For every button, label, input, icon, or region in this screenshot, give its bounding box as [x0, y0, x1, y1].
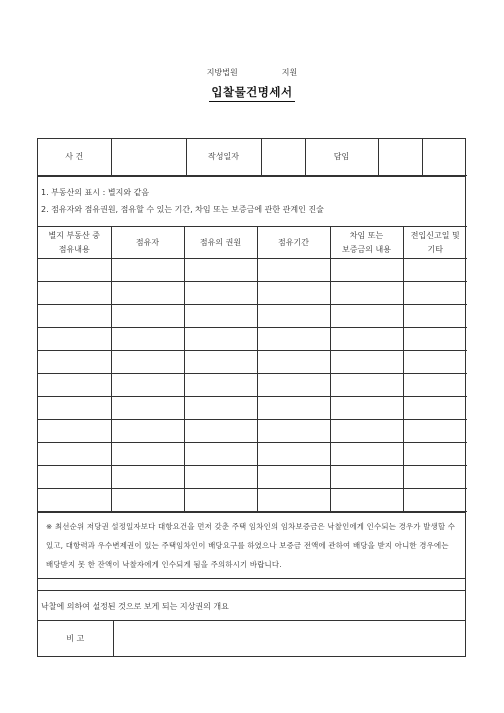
table-row [38, 351, 467, 374]
officer-cell-2[interactable] [422, 139, 467, 176]
table-cell[interactable] [111, 282, 184, 305]
remarks-table [38, 620, 465, 656]
property-items [38, 176, 465, 226]
case-label: 사 건 [38, 139, 111, 176]
written-date-label: 작성일자 [186, 139, 261, 176]
table-cell[interactable] [330, 397, 403, 420]
case-info-table [38, 139, 467, 176]
table-cell[interactable] [184, 489, 257, 512]
table-cell[interactable] [111, 351, 184, 374]
notice-text: ※ 최선순위 저당권 설정일자보다 대항요건을 먼저 갖춘 주택 임차인의 임차보증금은 낙찰인에게 인수되는 경우가 발생할 수 있고, 대항력과 우수변제권이 있는 주택임차인이 배당요구를 하였으나 보증금 전액에 관하여 배당을 받지 아니한 경우에는 배당받지 못 한 잔액이 낙찰자에게 인수되게 됨을 주의하시기 바랍니다. [38, 512, 465, 578]
table-cell[interactable] [403, 351, 467, 374]
remarks-cell[interactable] [113, 621, 465, 657]
surface-right-note: 낙찰에 의하여 설정된 것으로 보게 되는 지상권의 개요 [38, 590, 465, 620]
col-rent-deposit: 차임 또는 보증금의 내용 [330, 227, 403, 259]
occupancy-table [38, 226, 467, 512]
table-cell[interactable] [330, 282, 403, 305]
table-cell[interactable] [403, 328, 467, 351]
table-cell[interactable] [38, 374, 111, 397]
table-cell[interactable] [403, 397, 467, 420]
table-cell[interactable] [184, 443, 257, 466]
table-cell[interactable] [111, 328, 184, 351]
court-name-line [0, 67, 504, 78]
case-number-cell[interactable] [111, 139, 186, 176]
table-cell[interactable] [330, 351, 403, 374]
table-cell[interactable] [184, 351, 257, 374]
table-row [38, 466, 467, 489]
table-row [38, 443, 467, 466]
table-cell[interactable] [184, 282, 257, 305]
remarks-label: 비 고 [38, 621, 113, 657]
table-cell[interactable] [330, 443, 403, 466]
table-cell[interactable] [38, 351, 111, 374]
table-cell[interactable] [38, 489, 111, 512]
col-occupant: 점유자 [111, 227, 184, 259]
table-cell[interactable] [330, 259, 403, 282]
table-cell[interactable] [38, 397, 111, 420]
table-cell[interactable] [330, 328, 403, 351]
table-cell[interactable] [38, 259, 111, 282]
table-cell[interactable] [257, 282, 330, 305]
table-cell[interactable] [184, 305, 257, 328]
item-1: 1. 부동산의 표시 : 별지와 같음 [41, 188, 150, 197]
table-cell[interactable] [257, 420, 330, 443]
case-row [38, 139, 467, 176]
table-cell[interactable] [111, 374, 184, 397]
table-cell[interactable] [111, 489, 184, 512]
table-cell[interactable] [111, 443, 184, 466]
table-cell[interactable] [330, 489, 403, 512]
table-cell[interactable] [111, 259, 184, 282]
table-row [38, 328, 467, 351]
table-cell[interactable] [38, 305, 111, 328]
table-row [38, 397, 467, 420]
table-cell[interactable] [38, 282, 111, 305]
table-cell[interactable] [184, 397, 257, 420]
col-occupancy-period: 점유기간 [257, 227, 330, 259]
table-cell[interactable] [111, 466, 184, 489]
document-title-text: 입찰물건명세서 [209, 84, 294, 102]
remarks-row [38, 621, 465, 657]
table-cell[interactable] [403, 443, 467, 466]
table-cell[interactable] [257, 305, 330, 328]
table-row [38, 374, 467, 397]
table-cell[interactable] [38, 443, 111, 466]
table-cell[interactable] [184, 420, 257, 443]
officer-cell-1[interactable] [378, 139, 422, 176]
table-cell[interactable] [257, 466, 330, 489]
table-cell[interactable] [403, 489, 467, 512]
table-cell[interactable] [330, 420, 403, 443]
table-row [38, 259, 467, 282]
col-title-of-possession: 점유의 권원 [184, 227, 257, 259]
table-cell[interactable] [184, 259, 257, 282]
table-cell[interactable] [38, 420, 111, 443]
specification-form [37, 138, 466, 657]
table-cell[interactable] [111, 420, 184, 443]
table-row [38, 489, 467, 512]
col-move-in-date: 전입신고일 및 기타 [403, 227, 467, 259]
table-cell[interactable] [330, 305, 403, 328]
table-cell[interactable] [38, 466, 111, 489]
table-cell[interactable] [257, 351, 330, 374]
written-date-cell[interactable] [261, 139, 305, 176]
table-cell[interactable] [184, 374, 257, 397]
table-cell[interactable] [111, 305, 184, 328]
document-title [0, 84, 504, 102]
table-cell[interactable] [38, 328, 111, 351]
table-cell[interactable] [330, 466, 403, 489]
table-cell[interactable] [403, 282, 467, 305]
table-cell[interactable] [330, 374, 403, 397]
table-row [38, 420, 467, 443]
table-cell[interactable] [403, 466, 467, 489]
item-2: 2. 점유자와 점유권원, 점유할 수 있는 기간, 차임 또는 보증금에 관한 관계인 진술 [41, 205, 324, 214]
blank-row [38, 578, 465, 590]
table-cell[interactable] [257, 443, 330, 466]
table-cell[interactable] [257, 259, 330, 282]
table-cell[interactable] [184, 328, 257, 351]
col-occupancy-content: 별지 부동산 중 점유내용 [38, 227, 111, 259]
officer-label: 담임 [305, 139, 378, 176]
table-row [38, 282, 467, 305]
court-branch-label: 지원 [281, 68, 298, 77]
table-cell[interactable] [257, 489, 330, 512]
table-cell[interactable] [111, 397, 184, 420]
occupancy-header-row [38, 227, 467, 259]
table-cell[interactable] [403, 420, 467, 443]
table-row [38, 305, 467, 328]
table-cell[interactable] [257, 397, 330, 420]
table-cell[interactable] [403, 305, 467, 328]
table-cell[interactable] [257, 328, 330, 351]
table-cell[interactable] [257, 374, 330, 397]
table-cell[interactable] [403, 374, 467, 397]
table-cell[interactable] [403, 259, 467, 282]
table-cell[interactable] [184, 466, 257, 489]
court-district-label: 지방법원 [206, 68, 238, 77]
